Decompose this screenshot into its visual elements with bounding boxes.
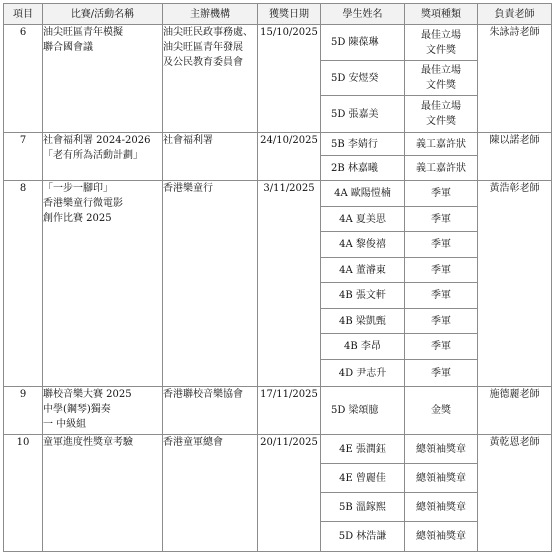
table-row (4, 181, 552, 387)
competition-line: 創作比賽 2025 (43, 213, 112, 224)
award-date: 15/10/2025 (258, 25, 321, 133)
award-line: 最佳立場 (421, 101, 461, 112)
competition-name (43, 133, 163, 181)
student-list (321, 387, 404, 434)
award-line: 文件獎 (426, 44, 456, 56)
award-text (421, 99, 461, 129)
student-list (321, 25, 404, 132)
competition-name (43, 181, 163, 387)
item-number: 6 (4, 25, 43, 133)
organizer-line: 香港樂童行 (163, 183, 213, 194)
award-date: 24/10/2025 (258, 133, 321, 181)
student-name: 4A 夏美思 (321, 207, 404, 232)
student-name: 5D 梁頌臆 (331, 405, 379, 416)
item-number: 10 (4, 435, 43, 552)
student-name: 4A 歐陽愷楠 (321, 181, 404, 207)
competition-name (43, 435, 163, 552)
award-text (416, 471, 466, 486)
award-date: 20/11/2025 (258, 435, 321, 552)
award-types (405, 181, 478, 387)
teacher-name: 黃浩彰老師 (478, 181, 552, 387)
organizer (163, 133, 258, 181)
award-text (416, 137, 466, 152)
table-row (4, 25, 552, 133)
award-type (405, 96, 477, 132)
award-text (416, 442, 466, 457)
student-name: 2B 林嘉曦 (331, 162, 378, 174)
student-name: 5D 林浩謙 (338, 531, 387, 542)
item-number: 8 (4, 181, 43, 387)
student-name: 5D 張嘉美 (331, 108, 379, 120)
student-names (321, 25, 405, 133)
award-text (416, 161, 466, 176)
student-name: 4B 李昂 (321, 334, 404, 360)
student-name: 4A 董濬東 (321, 258, 404, 283)
award-line: 總領袖獎章 (416, 472, 466, 484)
competition-line: 童軍進度性獎章考驗 (43, 437, 133, 448)
award-line: 總領袖獎章 (416, 531, 466, 542)
teacher-name: 陳以諾老師 (478, 133, 552, 181)
award-types (405, 435, 478, 552)
student-list (321, 435, 404, 551)
award-text (431, 237, 451, 252)
student-name: 4E 張潤鈺 (321, 435, 404, 464)
competition-line: 聯校音樂大賽 2025 (43, 389, 132, 400)
student-name: 5B 李婧行 (321, 133, 404, 156)
competition-line: 聯合國會議 (43, 42, 93, 53)
award-date: 17/11/2025 (258, 387, 321, 435)
header-date: 獲獎日期 (258, 4, 321, 25)
teacher-name: 施德麗老師 (478, 387, 552, 435)
award-text (431, 339, 451, 354)
organizer-line: 社會福利署 (163, 135, 213, 146)
award-line: 義工嘉許狀 (416, 138, 466, 150)
competition-name (43, 25, 163, 133)
competition-line: 中學(鋼琴)獨奏 (43, 404, 111, 415)
student-name: 5B 溫鎵熙 (321, 493, 404, 522)
teacher-name: 黃乾恩老師 (478, 435, 552, 552)
student-names (321, 387, 405, 435)
award-types (405, 387, 478, 435)
header-item-no: 項目 (4, 4, 43, 25)
award-text (421, 28, 461, 58)
award-text (431, 186, 451, 201)
student-name: 4A 黎俊禧 (321, 232, 404, 258)
award-type (405, 522, 477, 551)
student-name: 4E 曾麗佳 (321, 464, 404, 493)
award-line: 文件獎 (426, 116, 456, 127)
award-type (405, 360, 477, 386)
organizer-line: 及公民教育委員會 (163, 57, 243, 68)
award-line: 季軍 (431, 315, 451, 327)
award-type (405, 232, 477, 258)
award-line: 季軍 (431, 290, 451, 301)
organizer-line: 油尖旺區青年發展 (163, 42, 243, 53)
award-type (405, 493, 477, 522)
competition-line: 「老有所為活動計劃」 (43, 150, 143, 161)
award-list (405, 181, 477, 386)
award-type (405, 258, 477, 283)
award-types (405, 133, 478, 181)
award-text (431, 212, 451, 227)
organizer (163, 181, 258, 387)
award-type (405, 464, 477, 493)
student-name: 5D 陳葆琳 (321, 25, 404, 61)
student-name: 4D 尹志升 (338, 367, 387, 379)
item-number: 9 (4, 387, 43, 435)
student-name: 4B 張文軒 (321, 283, 404, 309)
award-list (405, 435, 477, 551)
student-names (321, 133, 405, 181)
award-line: 最佳立場 (421, 29, 461, 41)
award-line: 季軍 (431, 213, 451, 225)
awards-table (3, 3, 552, 552)
student-names (321, 181, 405, 387)
award-line: 最佳立場 (421, 65, 461, 76)
header-organizer: 主辦機構 (163, 4, 258, 25)
organizer (163, 25, 258, 133)
student-names (321, 435, 405, 552)
header-teacher: 負責老師 (478, 4, 552, 25)
table-row (4, 133, 552, 181)
award-date: 3/11/2025 (258, 181, 321, 387)
award-type (405, 283, 477, 309)
award-list (405, 25, 477, 132)
award-type (405, 181, 477, 207)
teacher-name: 朱詠詩老師 (478, 25, 552, 133)
competition-name (43, 387, 163, 435)
organizer-line: 香港童軍總會 (163, 437, 223, 448)
header-award: 獎項種類 (405, 4, 478, 25)
competition-line: 香港樂童行微電影 (43, 198, 123, 209)
award-list (405, 133, 477, 180)
award-type (405, 207, 477, 232)
table-row (4, 435, 552, 552)
award-text (431, 263, 451, 278)
award-list (405, 387, 477, 434)
header-competition: 比賽/活動名稱 (43, 4, 163, 25)
award-line: 金獎 (431, 405, 451, 416)
award-text (431, 366, 451, 381)
award-type (405, 387, 477, 434)
student-name: 4B 梁凱甄 (321, 309, 404, 334)
competition-line: 一 中級組 (43, 419, 87, 430)
award-text (416, 529, 466, 544)
award-text (421, 63, 461, 93)
award-type (405, 133, 477, 156)
award-type (405, 334, 477, 360)
award-line: 總領袖獎章 (416, 501, 466, 513)
award-type (405, 435, 477, 464)
award-type (405, 25, 477, 61)
award-text (431, 288, 451, 303)
organizer (163, 435, 258, 552)
award-line: 季軍 (431, 264, 451, 276)
competition-line: 社會福利署 2024-2026 (43, 135, 151, 146)
competition-line: 油尖旺區青年模擬 (43, 27, 123, 38)
organizer-line: 油尖旺民政事務處、 (163, 27, 253, 38)
award-line: 季軍 (431, 341, 451, 352)
award-line: 文件獎 (426, 80, 456, 91)
award-type (405, 309, 477, 334)
award-type (405, 61, 477, 96)
award-text (416, 500, 466, 515)
award-text (431, 403, 451, 418)
item-number: 7 (4, 133, 43, 181)
award-line: 季軍 (431, 367, 451, 379)
header-student: 學生姓名 (321, 4, 405, 25)
organizer (163, 387, 258, 435)
award-text (431, 314, 451, 329)
award-line: 季軍 (431, 239, 451, 250)
student-list (321, 181, 404, 386)
table-row (4, 387, 552, 435)
award-types (405, 25, 478, 133)
award-type (405, 156, 477, 180)
student-name: 5D 安煜癸 (321, 61, 404, 96)
competition-line: 「一步一腳印」 (43, 183, 113, 194)
award-line: 總領袖獎章 (416, 443, 466, 455)
header-row (4, 4, 552, 25)
student-list (321, 133, 404, 180)
organizer-line: 香港聯校音樂協會 (163, 389, 243, 400)
award-line: 義工嘉許狀 (416, 162, 466, 174)
award-line: 季軍 (431, 188, 451, 199)
